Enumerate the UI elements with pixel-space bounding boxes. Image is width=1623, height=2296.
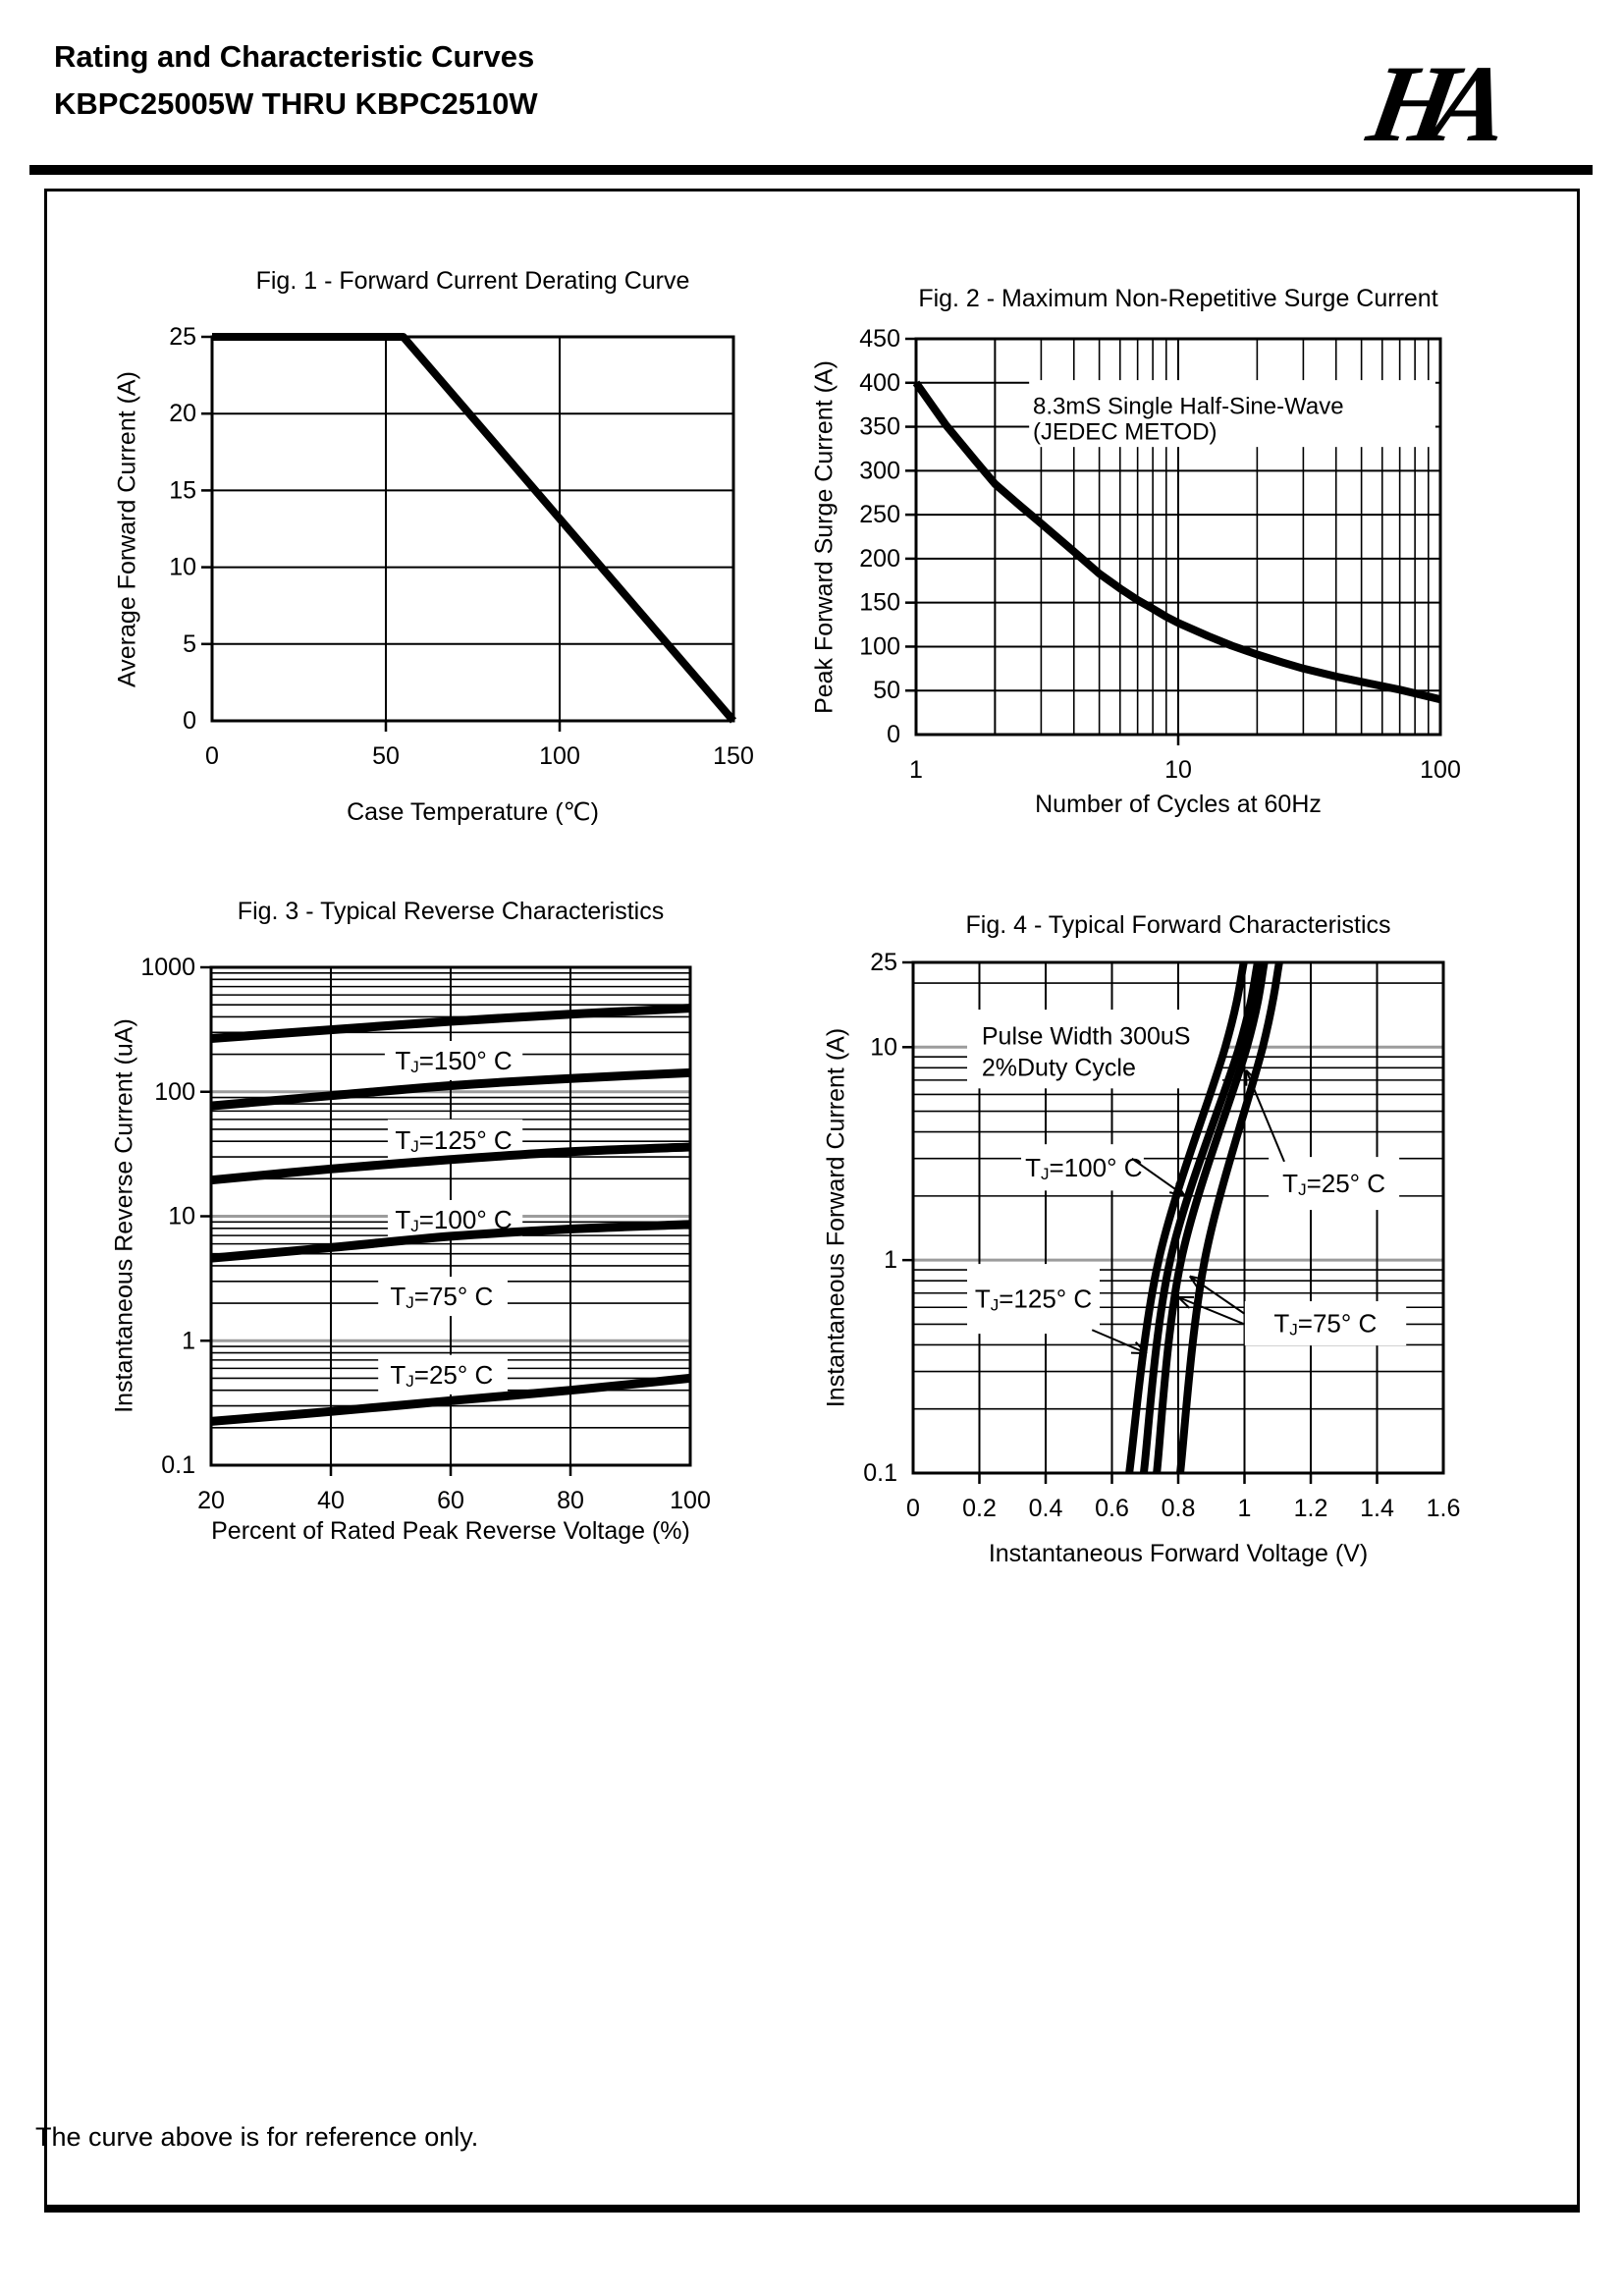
- fig3-curve-label: $T_J=100^\circ$ C: [395, 1204, 513, 1235]
- fig4-annotation: Pulse Width 300uS: [981, 1022, 1191, 1051]
- fig4-x-tick-label: 1: [1237, 1495, 1252, 1522]
- fig2-x-tick-label: 1: [909, 756, 923, 784]
- fig4-curve-label: $T_J=25^\circ$ C: [1282, 1169, 1386, 1199]
- fig2-y-tick-label: 50: [873, 677, 900, 705]
- fig2-y-tick-label: 200: [859, 544, 900, 573]
- fig4-x-tick-label: 1.2: [1293, 1495, 1328, 1522]
- figure-3-y-axis-label: Instantaneous Reverse Current (uA): [110, 1018, 138, 1413]
- fig2-annotation: (JEDEC METOD): [1032, 418, 1217, 446]
- figure-1-y-axis-label: Average Forward Current (A): [113, 371, 141, 687]
- footer-note: The curve above is for reference only.: [35, 2122, 479, 2152]
- fig4-x-tick-label: 0.4: [1028, 1495, 1063, 1522]
- figure-1-plot: [59, 255, 785, 864]
- figure-2-x-axis-label: Number of Cycles at 60Hz: [1035, 791, 1322, 818]
- fig1-y-tick-label: 5: [183, 629, 196, 658]
- fig3-y-tick-label: 100: [154, 1077, 195, 1106]
- fig3-curve-label: $T_J=75^\circ$ C: [390, 1282, 494, 1312]
- fig4-curve-label: $T_J=75^\circ$ C: [1273, 1308, 1378, 1339]
- fig2-y-tick-label: 300: [859, 457, 900, 485]
- page-title: Rating and Characteristic Curves: [54, 39, 535, 74]
- figure-4-plot: [785, 884, 1532, 1571]
- fig4-y-tick-label: 10: [870, 1033, 897, 1062]
- figure-2: [785, 255, 1532, 864]
- fig1-curve-average-forward-current-derating: [212, 337, 733, 721]
- figure-3-title: Fig. 3 - Typical Reverse Characteristics: [237, 898, 665, 925]
- fig4-label-arrow: [1092, 1330, 1147, 1353]
- fig4-curve-label: $T_J=100^\circ$ C: [1025, 1152, 1143, 1183]
- fig1-x-tick-label: 0: [205, 742, 219, 770]
- fig2-y-tick-label: 350: [859, 412, 900, 441]
- figure-3-x-axis-label: Percent of Rated Peak Reverse Voltage (%): [211, 1517, 690, 1545]
- fig3-x-tick-label: 100: [670, 1487, 711, 1514]
- header-rule: [29, 165, 1593, 175]
- figure-3: [59, 884, 785, 1571]
- fig4-x-tick-label: 1.4: [1360, 1495, 1394, 1522]
- fig4-label-arrow: [1246, 1070, 1284, 1162]
- figure-4: [785, 884, 1532, 1571]
- fig4-y-tick-label: 25: [870, 949, 897, 976]
- fig4-annotation: 2%Duty Cycle: [981, 1054, 1136, 1082]
- fig3-y-tick-label: 0.1: [161, 1451, 195, 1479]
- fig4-y-tick-label: 0.1: [863, 1459, 897, 1487]
- fig2-x-tick-label: 10: [1164, 756, 1192, 784]
- figure-3-plot: [59, 884, 785, 1571]
- fig2-x-tick-label: 100: [1420, 756, 1461, 784]
- fig4-x-tick-label: 1.6: [1426, 1495, 1461, 1522]
- fig4-y-tick-label: 1: [884, 1246, 897, 1275]
- fig1-x-tick-label: 50: [372, 742, 400, 770]
- fig4-x-tick-label: 0.6: [1095, 1495, 1129, 1522]
- fig1-plot-border: [212, 337, 733, 721]
- fig3-y-tick-label: 10: [168, 1202, 195, 1230]
- fig1-x-tick-label: 150: [713, 742, 754, 770]
- fig3-curve-label: $T_J=150^\circ$ C: [395, 1046, 513, 1076]
- figure-1: [59, 255, 785, 864]
- fig3-y-tick-label: 1: [182, 1327, 195, 1355]
- fig4-x-tick-label: 0.8: [1161, 1495, 1196, 1522]
- fig2-y-tick-label: 250: [859, 501, 900, 529]
- fig1-y-tick-label: 10: [169, 553, 196, 581]
- fig3-x-tick-label: 80: [557, 1487, 584, 1514]
- figure-2-plot: [785, 255, 1532, 864]
- fig1-y-tick-label: 0: [183, 707, 196, 735]
- fig4-label-arrow: [1178, 1297, 1245, 1325]
- fig3-curve-label: $T_J=125^\circ$ C: [395, 1124, 513, 1156]
- fig2-y-tick-label: 150: [859, 588, 900, 617]
- brand-logo: HA: [1360, 43, 1497, 165]
- content-frame: [35, 189, 1580, 2213]
- figure-1-x-axis-label: Case Temperature (℃): [347, 798, 599, 826]
- fig2-y-tick-label: 100: [859, 632, 900, 661]
- fig3-x-tick-label: 40: [317, 1487, 345, 1514]
- figure-4-x-axis-label: Instantaneous Forward Voltage (V): [988, 1540, 1369, 1567]
- fig3-curve-label: $T_J=25^\circ$ C: [390, 1359, 494, 1391]
- figure-2-y-axis-label: Peak Forward Surge Current (A): [810, 360, 839, 714]
- fig1-y-tick-label: 15: [169, 476, 196, 505]
- fig4-x-tick-label: 0.2: [962, 1495, 997, 1522]
- fig2-y-tick-label: 450: [859, 325, 900, 353]
- fig2-annotation: 8.3mS Single Half-Sine-Wave: [1032, 393, 1344, 420]
- fig2-y-tick-label: 0: [887, 721, 900, 748]
- figure-1-title: Fig. 1 - Forward Current Derating Curve: [255, 267, 690, 295]
- fig3-y-tick-label: 1000: [140, 954, 195, 981]
- fig3-x-tick-label: 20: [197, 1487, 225, 1514]
- figure-4-y-axis-label: Instantaneous Forward Current (A): [822, 1027, 850, 1408]
- fig1-y-tick-label: 20: [169, 400, 196, 428]
- figure-2-title: Fig. 2 - Maximum Non-Repetitive Surge Current: [918, 285, 1438, 312]
- fig1-x-tick-label: 100: [539, 742, 580, 770]
- part-number-range: KBPC25005W THRU KBPC2510W: [54, 86, 538, 121]
- fig3-x-tick-label: 60: [437, 1487, 464, 1514]
- figure-4-title: Fig. 4 - Typical Forward Characteristics: [965, 911, 1391, 939]
- fig1-y-tick-label: 25: [169, 323, 196, 351]
- fig4-curve-label: $T_J=125^\circ$ C: [974, 1284, 1093, 1315]
- fig4-x-tick-label: 0: [906, 1495, 920, 1522]
- fig2-y-tick-label: 400: [859, 368, 900, 397]
